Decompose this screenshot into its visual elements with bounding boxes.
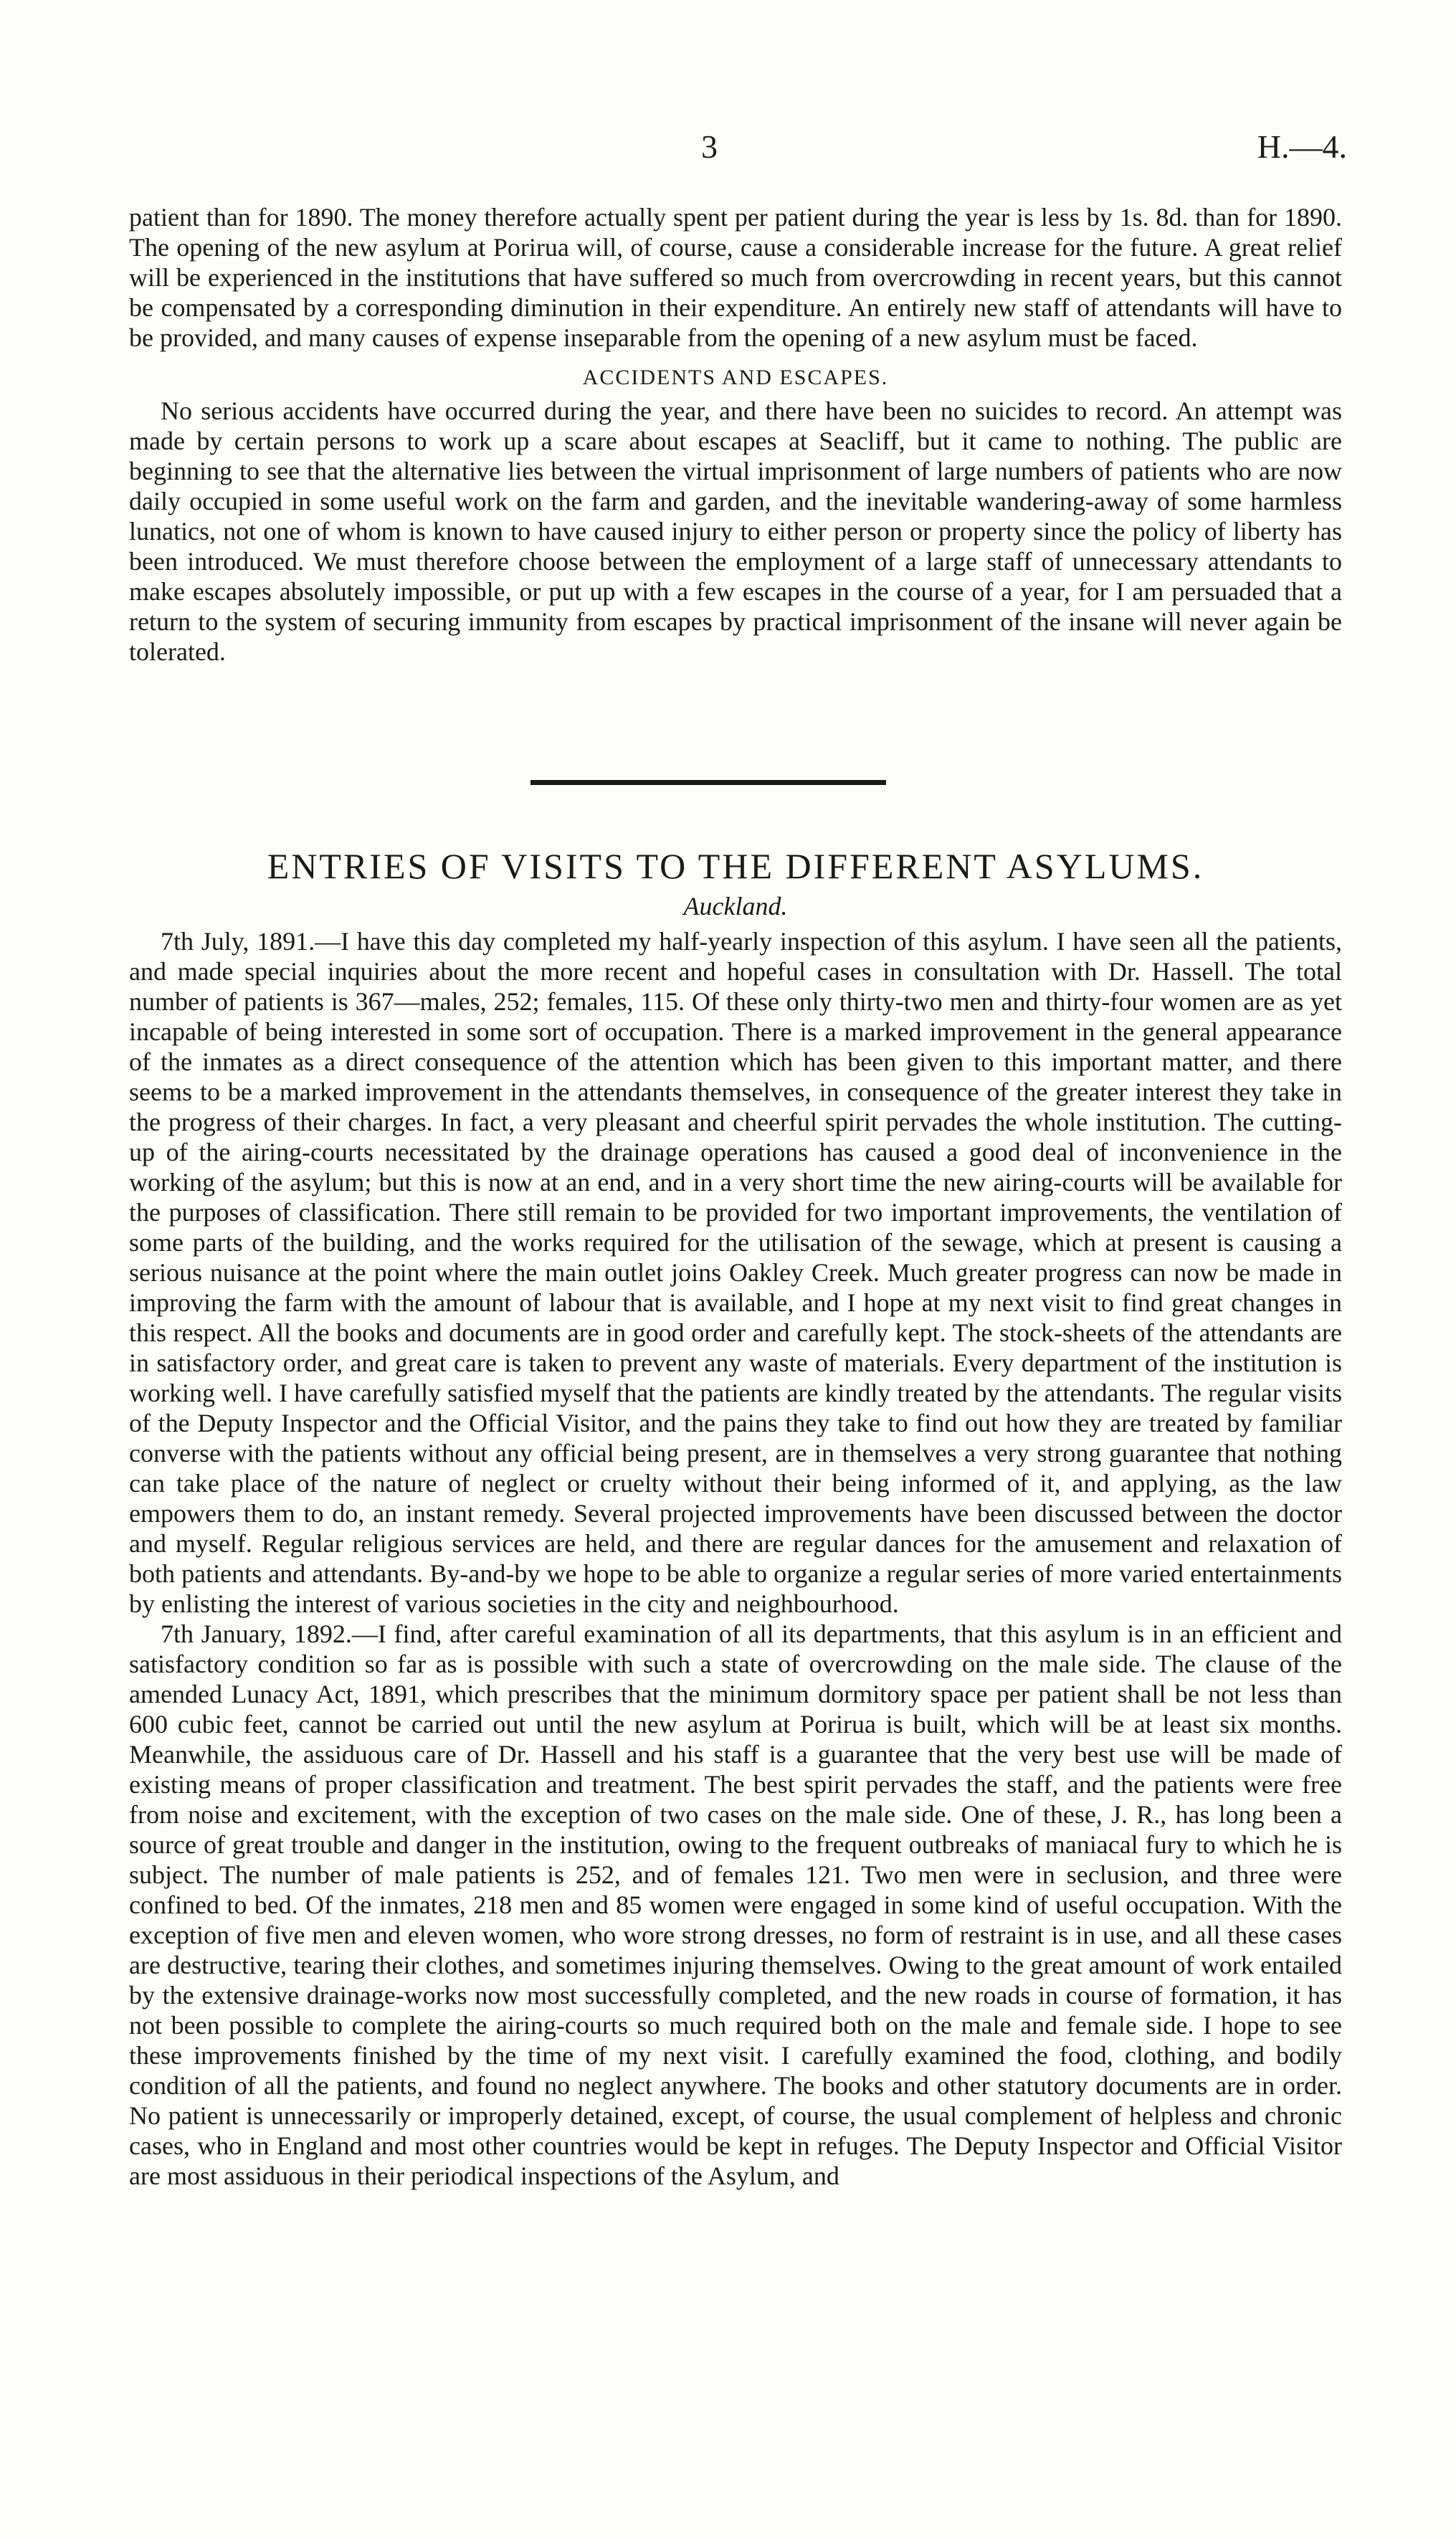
visit-entry-1892: 7th January, 1892.—I find, after careful examination of all its departments, that this asylum is in an efficient and satisfactory condition so far as is possible with such a state of overcrowding on the male side. The clause of the amended Lunacy Act, 1891, which prescribes that the minimum dormitory space per patient shall be not less than 600 cubic feet, cannot be carried out until the new asylum at Porirua is built, which will be at least six months. Meanwhile, the assiduous care of Dr. Hassell and his staff is a guarantee that the very best use will be made of existing means of proper classification and treatment. The best spirit pervades the staff, and the patients were free from noise and excitement, with the exception of two cases on the male side. One of these, J. R., has long been a source of great trouble and danger in the institution, owing to the frequent outbreaks of maniacal fury to which he is subject. The number of male patients is 252, and of females 121. Two men were in seclusion, and three were confined to bed. Of the inmates, 218 men and 85 women were engaged in some kind of useful occupation. With the exception of five men and eleven women, who wore strong dresses, no form of restraint is in use, and all these cases are destructive, tearing their clothes, and sometimes injuring themselves. Owing to the great amount of work entailed by the extensive drainage-works now most successfully completed, and the new roads in course of formation, it has not been possible to complete the airing-courts so much required both on the male and female side. I hope to see these improvements finished by the time of my next visit. I carefully examined the food, clothing, and bodily condition of all the patients, and found no neglect anywhere. The books and other statutory documents are in order. No patient is unnecessarily or improperly detained, except, of course, the usual complement of helpless and chronic cases, who in England and most other countries would be kept in refuges. The Deputy Inspector and Official Visitor are most assiduous in their periodical inspections of the Asylum, and [129,1619,1342,2190]
document-reference: H.—4. [1257,128,1347,165]
entries-title: ENTRIES OF VISITS TO THE DIFFERENT ASYLUMS. [267,846,1204,886]
page-header [0,128,1456,171]
accidents-paragraph: No serious accidents have occurred during the year, and there have been no suicides to record. An attempt was made by certain persons to work up a scare about escapes at Seacliff, but it came to nothing. The public are beginning to see that the alternative lies between the virtual imprisonment of large numbers of patients who are now daily occupied in some useful work on the farm and garden, and the inevitable wandering-away of some harmless lunatics, not one of whom is known to have caused injury to either person or property since the policy of liberty has been introduced. We must therefore choose between the employment of a large staff of unnecessary attendants to make escapes absolutely impossible, or put up with a few escapes in the course of a year, for I am persuaded that a return to the system of securing immunity from escapes by practical imprisonment of the insane will never again be tolerated. [129,396,1342,666]
section-divider [530,780,886,785]
entries-section [129,926,1342,2191]
page-number: 3 [701,128,718,165]
visit-entry-1891: 7th July, 1891.—I have this day completed my half-yearly inspection of this asylum. I have seen all the patients, and made special inquiries about the more recent and hopeful cases in consultation with Dr. Hassell. The total number of patients is 367—males, 252; females, 115. Of these only thirty-two men and thirty-four women are as yet incapable of being interested in some sort of occupation. There is a marked improvement in the general appearance of the inmates as a direct consequence of the attention which has been given to this important matter, and there seems to be a marked improvement in the attendants themselves, in consequence of the greater interest they take in the progress of their charges. In fact, a very pleasant and cheerful spirit pervades the whole institution. The cutting-up of the airing-courts necessitated by the drainage operations has caused a good deal of inconvenience in the working of the asylum; but this is now at an end, and in a very short time the new airing-courts will be available for the purposes of classification. There still remain to be provided for two important improvements, the ventilation of some parts of the building, and the works required for the utilisation of the sewage, which at present is causing a serious nuisance at the point where the main outlet joins Oakley Creek. Much greater progress can now be made in improving the farm with the amount of labour that is available, and I hope at my next visit to find great changes in this respect. All the books and documents are in good order and carefully kept. The stock-sheets of the attendants are in satisfactory order, and great care is taken to prevent any waste of materials. Every department of the institution is working well. I have carefully satisfied myself that the patients are kindly treated by the attendants. The regular visits of the Deputy Inspector and the Official Visitor, and the pains they take to find out how they are treated by familiar converse with the patients without any official being present, are in themselves a very strong guarantee that nothing can take place of the nature of neglect or cruelty without their being informed of it, and applying, as the law empowers them to do, an instant remedy. Several projected improvements have been discussed between the doctor and myself. Regular religious services are held, and there are regular dances for the amusement and relaxation of both patients and attendants. By-and-by we hope to be able to organize a regular series of more varied entertainments by enlisting the interest of various societies in the city and neighbourhood. [129,927,1342,1618]
intro-paragraph: patient than for 1890. The money therefore actually spent per patient during the year is less by 1s. 8d. than for 1890. The opening of the new asylum at Porirua will, of course, cause a considerable increase for the future. A great relief will be experienced in the institutions that have suffered so much from overcrowding in recent years, but this cannot be compensated by a corresponding diminution in their expenditure. An entirely new staff of attendants will have to be provided, and many causes of expense inseparable from the opening of a new asylum must be faced. [129,203,1342,352]
entries-subtitle: Auckland. [683,892,788,921]
accidents-heading: ACCIDENTS AND ESCAPES. [582,366,889,389]
top-section [129,202,1342,667]
